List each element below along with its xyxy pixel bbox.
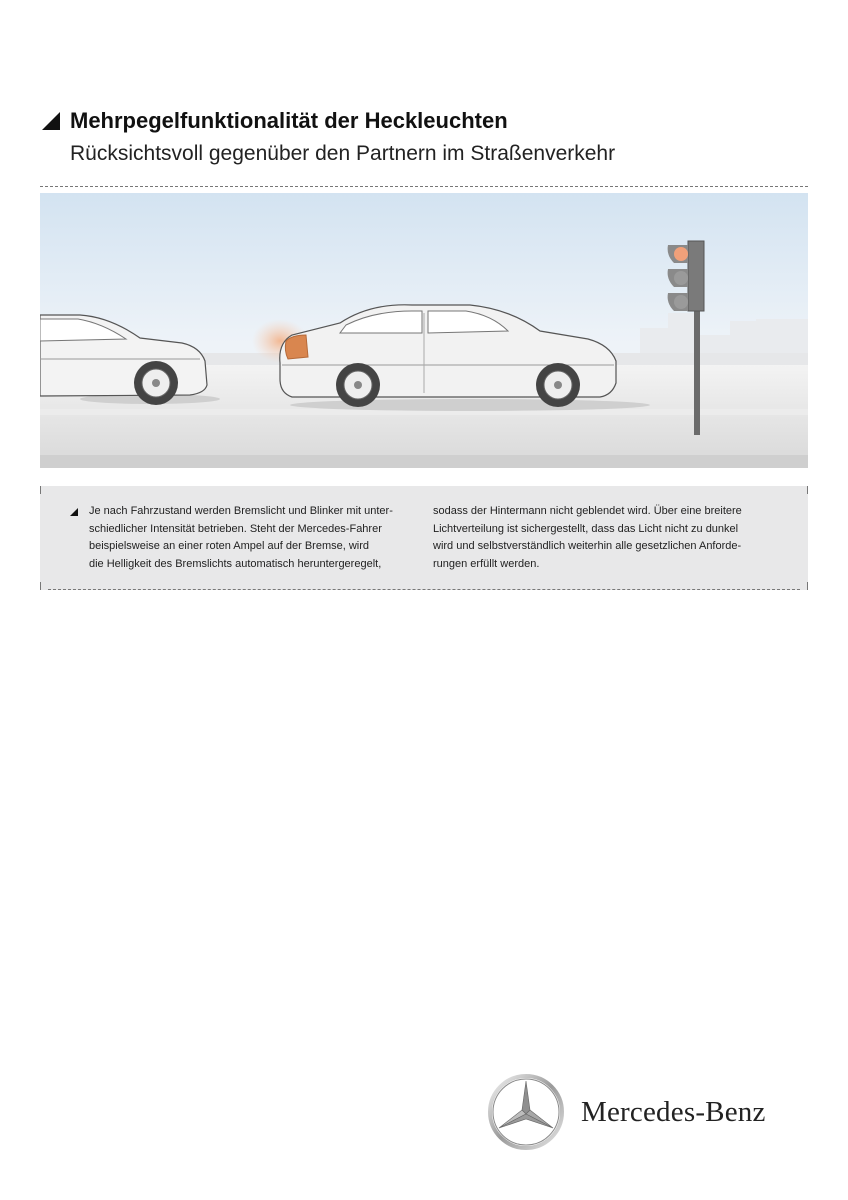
brand-logo [487,1074,787,1150]
corner-tick [807,486,808,494]
brand-name: Mercedes-Benz [581,1095,766,1128]
divider-top [40,186,808,187]
info-text-right: sodass der Hintermann nicht geblendet wird. Über eine breitere Lichtverteilung ist sichergestellt, dass das Licht nicht zu dunkel wird und selbstverständlich weiterhin alle gesetzlichen Anforde- rungen erfüllt werden. [433,505,742,570]
info-box [40,486,808,590]
corner-tick [807,582,808,590]
page-subtitle: Rücksichtsvoll gegenüber den Partnern im Straßenverkehr [70,142,616,165]
divider-bottom [48,589,800,590]
three-pointed-star-icon [487,1073,565,1151]
corner-tick [40,486,41,494]
illustration [40,193,808,468]
info-triangle-icon [70,508,78,516]
title-row [40,108,810,134]
road-scene-illustration [40,193,808,468]
page-title: Mehrpegelfunktionalität der Heckleuchten [70,108,508,133]
corner-tick [40,582,41,590]
triangle-marker-icon [42,112,60,130]
title-block [40,108,810,168]
info-text-left: Je nach Fahrzustand werden Bremslicht und Blinker mit unter- schiedlicher Intensität betrieben. Steht der Mercedes-Fahrer beispielsweise an einer roten Ampel auf der Bremse, wird die Helligkeit des Bremslichts automatisch heruntergeregelt, [89,505,393,570]
